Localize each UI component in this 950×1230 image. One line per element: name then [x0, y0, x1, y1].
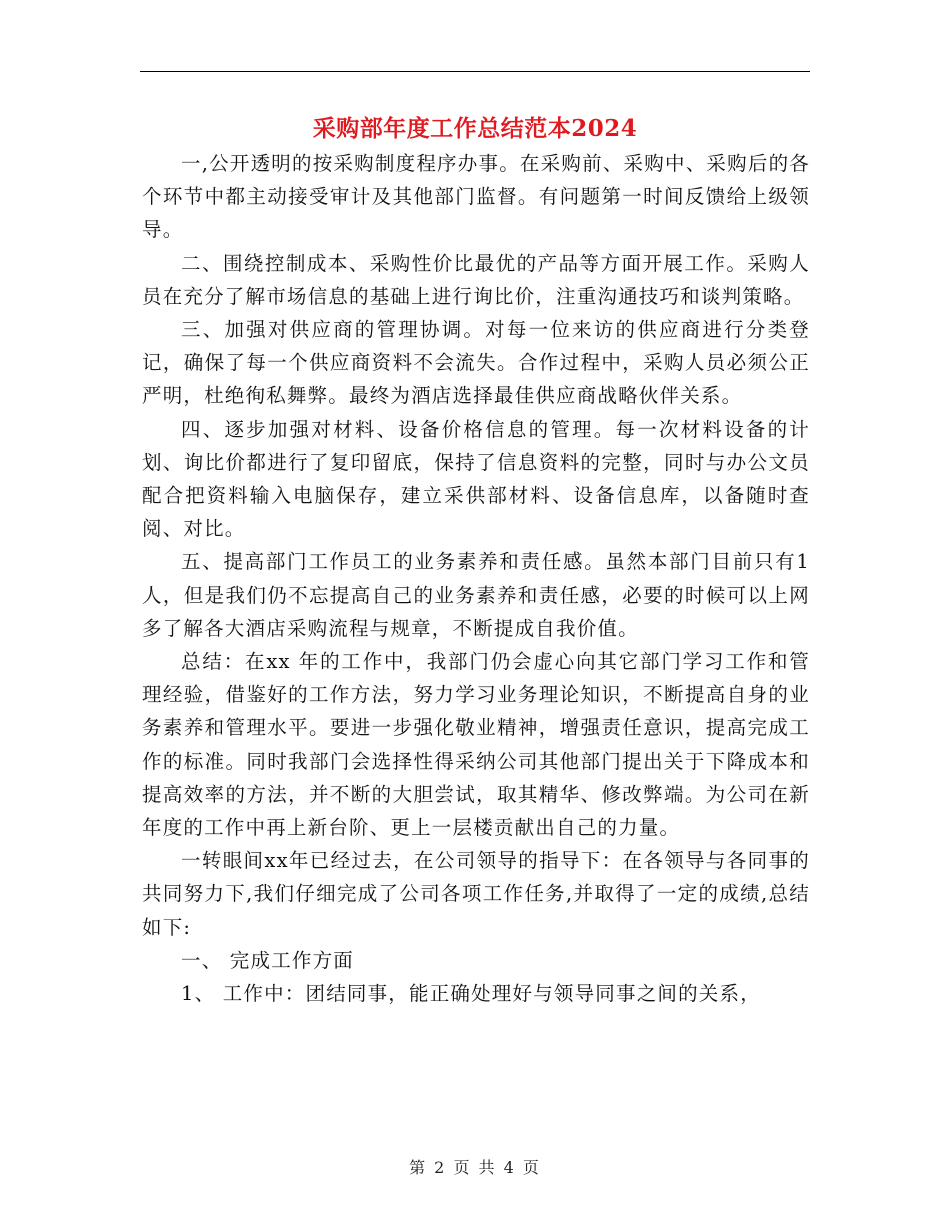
- document-title: 采购部年度工作总结范本2024: [312, 115, 638, 142]
- paragraph-4: 四、逐步加强对材料、设备价格信息的管理。每一次材料设备的计划、询比价都进行了复印留底，保持了信息资料的完整，同时与办公文员配合把资料输入电脑保存，建立采供部材料、设备信息库，以备随时查阅、对比。: [142, 417, 810, 541]
- paragraph-2: 二、围绕控制成本、采购性价比最优的产品等方面开展工作。采购人员在充分了解市场信息的基础上进行询比价，注重沟通技巧和谈判策略。: [142, 251, 810, 308]
- paragraph-1: 一,公开透明的按采购制度程序办事。在采购前、采购中、采购后的各个环节中都主动接受审计及其他部门监督。有问题第一时间反馈给上级领导。: [142, 152, 810, 242]
- section-heading: 一、 完成工作方面: [181, 948, 354, 972]
- paragraph-3: 三、加强对供应商的管理协调。对每一位来访的供应商进行分类登记，确保了每一个供应商资料不会流失。合作过程中，采购人员必须公正严明，杜绝徇私舞弊。最终为酒店选择最佳供应商战略伙伴关系。: [142, 318, 810, 408]
- list-item: 1、 工作中：团结同事，能正确处理好与领导同事之间的关系，: [181, 982, 761, 1006]
- document-body: [142, 147, 810, 1010]
- page-number: 第 2 页 共 4 页: [409, 1158, 541, 1177]
- paragraph-intro: 一转眼间xx年已经过去，在公司领导的指导下：在各领导与各同事的共同努力下,我们仔细完成了公司各项工作任务,并取得了一定的成绩,总结如下:: [142, 849, 810, 939]
- header-rule: [140, 71, 810, 72]
- paragraph-5: 五、提高部门工作员工的业务素养和责任感。虽然本部门目前只有1人，但是我们仍不忘提高自己的业务素养和责任感，必要的时候可以上网多了解各大酒店采购流程与规章，不断提成自我价值。: [142, 550, 810, 640]
- paragraph-summary: 总结：在xx 年的工作中，我部门仍会虚心向其它部门学习工作和管理经验，借鉴好的工作方法，努力学习业务理论知识，不断提高自身的业务素养和管理水平。要进一步强化敬业精神，增强责任意识，提高完成工作的标准。同时我部门会选择性得采纳公司其他部门提出关于下降成本和提高效率的方法，并不断的大胆尝试，取其精华、修改弊端。为公司在新年度的工作中再上新台阶、更上一层楼贡献出自己的力量。: [142, 650, 810, 840]
